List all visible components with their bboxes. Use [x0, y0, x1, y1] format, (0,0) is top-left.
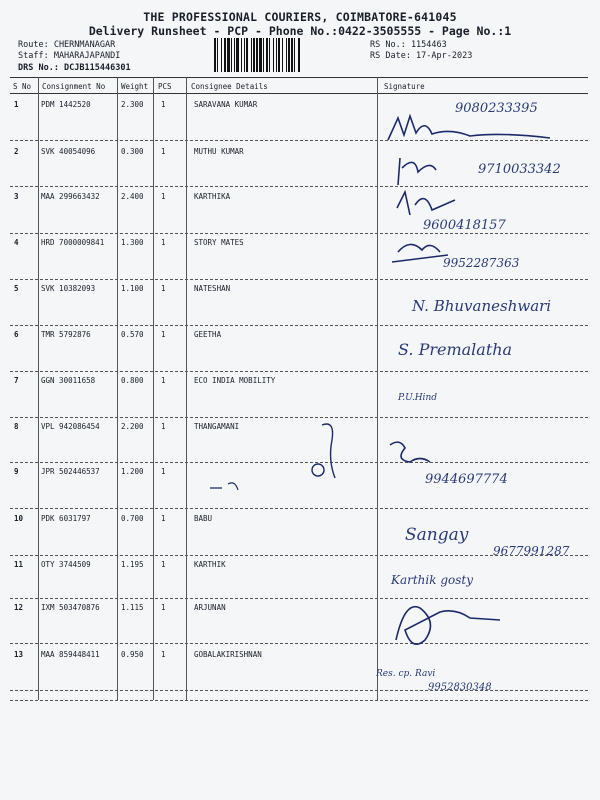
row-sno: 13 [14, 650, 24, 659]
handwritten-phone: 9952287363 [443, 256, 520, 270]
drs-label: DRS No.: DCJB115446301 [18, 63, 131, 73]
row-consignment-no: PDM 1442520 [41, 100, 91, 109]
col-pcs: PCS [158, 82, 172, 91]
row-consignee: NATESHAN [194, 284, 231, 293]
staff-label: Staff: MAHARAJAPANDI [18, 51, 121, 61]
row-consignment-no: TMR 5792876 [41, 330, 91, 339]
col-divider [153, 77, 154, 700]
signature-mark [398, 158, 436, 185]
row-separator [10, 140, 588, 141]
row-weight: 1.300 [121, 238, 144, 247]
row-separator [10, 371, 588, 372]
row-weight: 0.570 [121, 330, 144, 339]
col-consignee: Consignee Details [191, 82, 268, 91]
row-pcs: 1 [161, 650, 166, 659]
row-sno: 1 [14, 100, 19, 109]
handwritten-note: P.U.Hind [398, 393, 437, 403]
row-separator [10, 508, 588, 509]
row-weight: 2.300 [121, 100, 144, 109]
table-end-rule [10, 700, 588, 701]
row-consignee: THANGAMANI [194, 422, 240, 431]
row-separator [10, 598, 588, 599]
handwritten-name: S. Premalatha [398, 340, 513, 359]
row-pcs: 1 [161, 603, 166, 612]
signature-mark [390, 442, 430, 462]
row-consignment-no: MAA 299663432 [41, 192, 100, 201]
col-divider [38, 77, 39, 700]
col-weight: Weight [121, 82, 149, 91]
row-sno: 4 [14, 238, 19, 247]
row-separator [10, 417, 588, 418]
row-pcs: 1 [161, 467, 166, 476]
row-pcs: 1 [161, 147, 166, 156]
col-divider [117, 77, 118, 700]
row-weight: 0.300 [121, 147, 144, 156]
row-consignee: KARTHIKA [194, 192, 231, 201]
row-consignment-no: GGN 30011658 [41, 376, 96, 385]
row-consignee: BABU [194, 514, 213, 523]
row-pcs: 1 [161, 100, 166, 109]
signature-mark [397, 192, 455, 215]
col-divider [377, 77, 378, 700]
row-weight: 1.200 [121, 467, 144, 476]
row-weight: 0.950 [121, 650, 144, 659]
row-pcs: 1 [161, 284, 166, 293]
row-pcs: 1 [161, 560, 166, 569]
row-weight: 1.195 [121, 560, 144, 569]
handwritten-phone: 9600418157 [423, 218, 506, 233]
row-sno: 9 [14, 467, 19, 476]
row-consignment-no: HRD 7000009841 [41, 238, 105, 247]
row-sno: 8 [14, 422, 19, 431]
col-divider [186, 77, 187, 700]
barcode-image [214, 38, 362, 72]
header-bottom-rule [10, 93, 588, 94]
row-separator [10, 462, 588, 463]
row-consignee: GEETHA [194, 330, 222, 339]
row-consignment-no: IXM 503470876 [41, 603, 100, 612]
header-top-rule [10, 77, 588, 78]
signature-mark [392, 244, 448, 262]
signature-mark [396, 607, 500, 645]
row-pcs: 1 [161, 376, 166, 385]
row-weight: 2.200 [121, 422, 144, 431]
row-consignee: GOBALAKIRISHNAN [194, 650, 262, 659]
row-consignment-no: SVK 40054096 [41, 147, 96, 156]
handwritten-name: N. Bhuvaneshwari [412, 297, 552, 315]
row-pcs: 1 [161, 514, 166, 523]
row-weight: 2.400 [121, 192, 144, 201]
row-separator [10, 690, 588, 691]
row-consignee: STORY MATES [194, 238, 244, 247]
row-consignment-no: SVK 10382093 [41, 284, 96, 293]
row-consignment-no: MAA 859448411 [41, 650, 100, 659]
handwritten-phone: 9710033342 [478, 162, 561, 177]
row-consignment-no: JPR 502446537 [41, 467, 100, 476]
row-separator [10, 555, 588, 556]
row-consignee: ARJUNAN [194, 603, 226, 612]
row-pcs: 1 [161, 192, 166, 201]
col-signature: Signature [384, 82, 425, 91]
runsheet-title: Delivery Runsheet - PCP - Phone No.:0422-3505555 - Page No.:1 [88, 24, 512, 38]
row-pcs: 1 [161, 422, 166, 431]
row-separator [10, 325, 588, 326]
row-separator [10, 643, 588, 644]
row-sno: 11 [14, 560, 24, 569]
row-consignee: ECO INDIA MOBILITY [194, 376, 276, 385]
handwritten-name: Karthik gosty [391, 573, 473, 587]
handwritten-phone: 9944697774 [425, 472, 508, 487]
row-weight: 1.115 [121, 603, 144, 612]
row-sno: 3 [14, 192, 19, 201]
row-sno: 12 [14, 603, 24, 612]
row-sno: 7 [14, 376, 19, 385]
row-consignee: MUTHU KUMAR [194, 147, 244, 156]
handwritten-note: Res. cp. Ravi [376, 669, 436, 679]
row-consignee: KARTHIK [194, 560, 226, 569]
row-sno: 6 [14, 330, 19, 339]
route-label: Route: CHERNMANAGAR [18, 40, 116, 50]
rs-date: RS Date: 17-Apr-2023 [370, 51, 473, 61]
row-consignment-no: VPL 942086454 [41, 422, 100, 431]
row-separator [10, 186, 588, 187]
handwritten-phone: 9677991287 [493, 544, 570, 558]
col-consignment: Consignment No [42, 82, 106, 91]
company-title: THE PROFESSIONAL COURIERS, COIMBATORE-641045 [143, 10, 457, 24]
row-consignment-no: PDK 6031797 [41, 514, 91, 523]
row-pcs: 1 [161, 238, 166, 247]
handwritten-name: Sangay [405, 525, 469, 545]
row-weight: 1.100 [121, 284, 144, 293]
row-sno: 10 [14, 514, 24, 523]
row-consignment-no: OTY 3744509 [41, 560, 91, 569]
row-pcs: 1 [161, 330, 166, 339]
rs-number: RS No.: 1154463 [370, 40, 447, 50]
signature-mark [210, 483, 238, 490]
row-weight: 0.700 [121, 514, 144, 523]
handwritten-phone: 9952830348 [428, 682, 492, 693]
row-separator [10, 233, 588, 234]
row-separator [10, 279, 588, 280]
row-consignee: SARAVANA KUMAR [194, 100, 258, 109]
row-sno: 5 [14, 284, 19, 293]
col-sno: S No [13, 82, 32, 91]
row-sno: 2 [14, 147, 19, 156]
signature-mark [312, 424, 335, 478]
handwritten-phone: 9080233395 [455, 101, 538, 116]
signature-mark [388, 116, 550, 140]
row-weight: 0.800 [121, 376, 144, 385]
